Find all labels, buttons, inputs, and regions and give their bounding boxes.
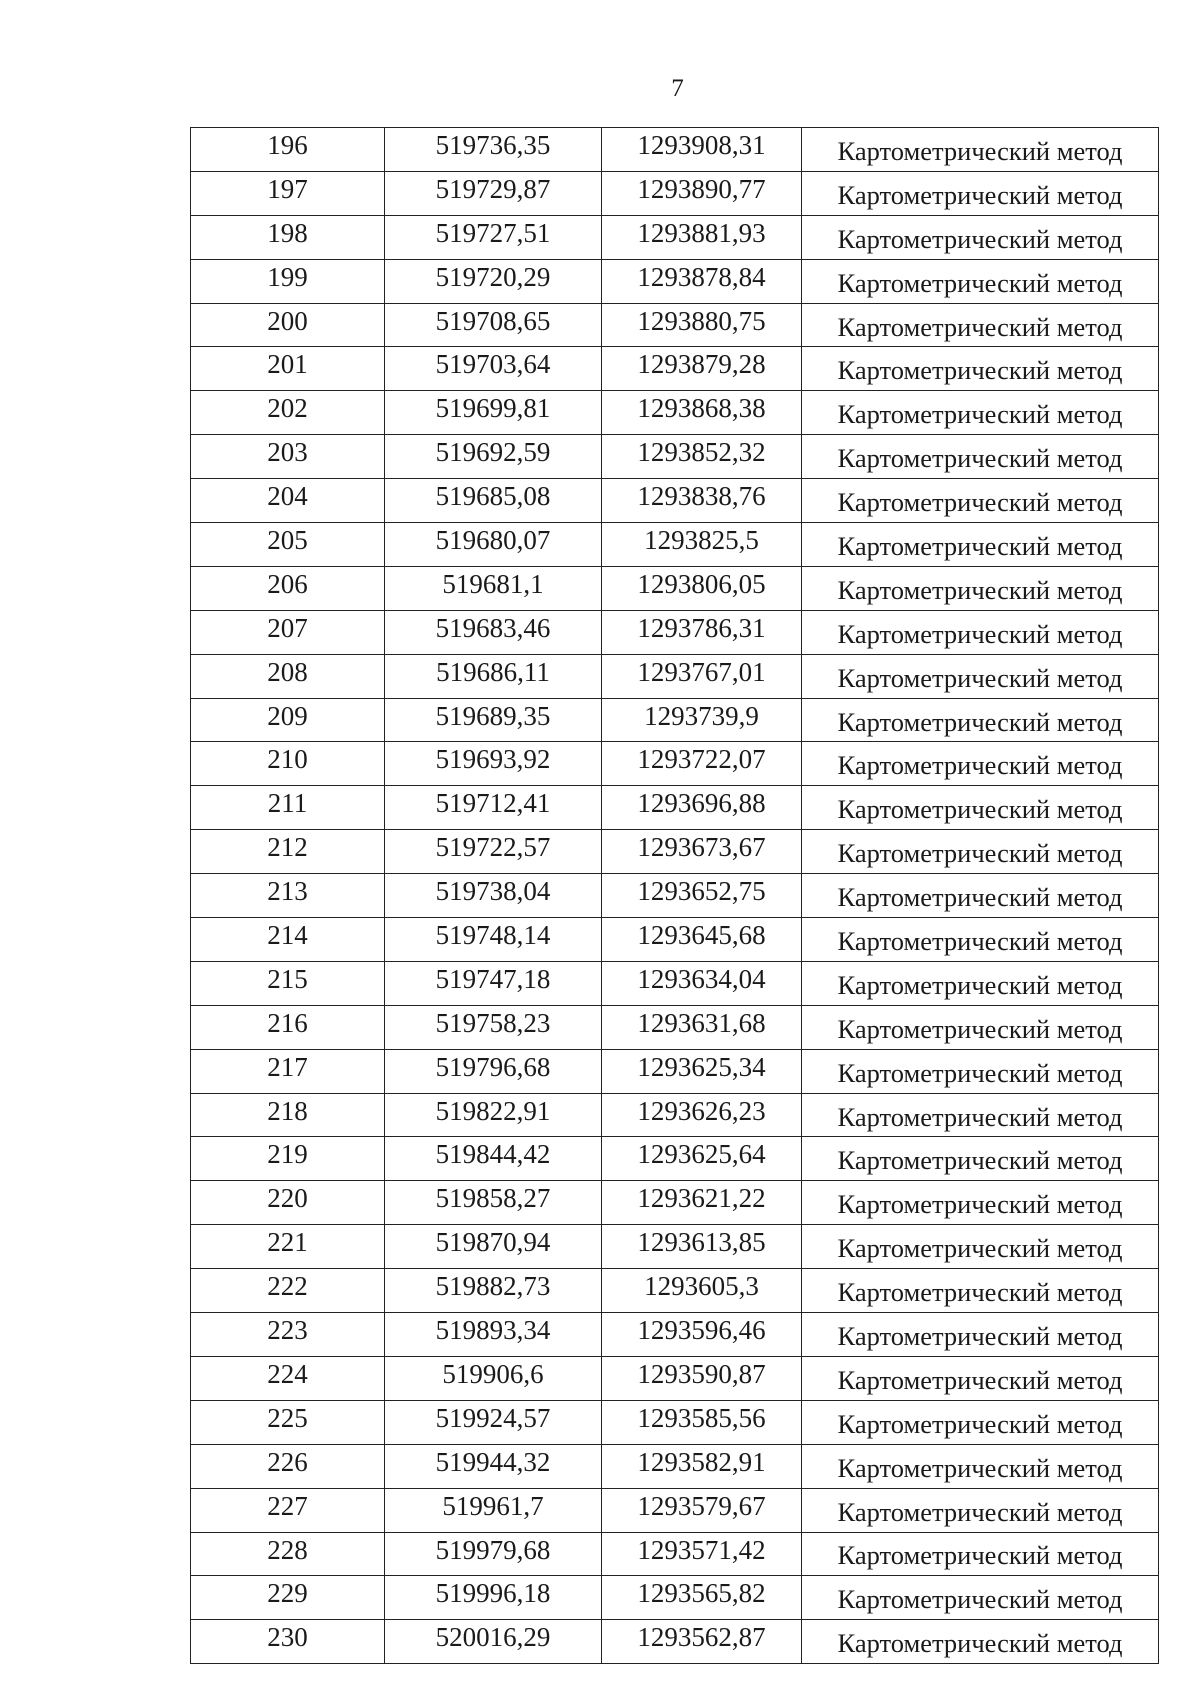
table-row [191, 1356, 1159, 1400]
x-coordinate-cell: 519996,18 [385, 1576, 602, 1620]
table-row [191, 1005, 1159, 1049]
point-number-cell: 227 [191, 1488, 385, 1532]
x-coordinate-cell: 519680,07 [385, 523, 602, 567]
x-coordinate-cell: 519924,57 [385, 1400, 602, 1444]
table-row [191, 654, 1159, 698]
method-cell: Картометрический метод [802, 1005, 1159, 1049]
table-row [191, 523, 1159, 567]
y-coordinate-cell: 1293621,22 [602, 1181, 802, 1225]
page-number: 7 [671, 75, 684, 102]
method-cell: Картометрический метод [802, 215, 1159, 259]
point-number-cell: 215 [191, 961, 385, 1005]
table-row [191, 1225, 1159, 1269]
point-number-cell: 203 [191, 435, 385, 479]
x-coordinate-cell: 519758,23 [385, 1005, 602, 1049]
method-cell: Картометрический метод [802, 1269, 1159, 1313]
table-row [191, 1049, 1159, 1093]
x-coordinate-cell: 519686,11 [385, 654, 602, 698]
y-coordinate-cell: 1293605,3 [602, 1269, 802, 1313]
table-row [191, 1620, 1159, 1664]
table-row [191, 171, 1159, 215]
point-number-cell: 204 [191, 479, 385, 523]
x-coordinate-cell: 519882,73 [385, 1269, 602, 1313]
table-row [191, 1137, 1159, 1181]
point-number-cell: 206 [191, 566, 385, 610]
method-cell: Картометрический метод [802, 786, 1159, 830]
method-cell: Картометрический метод [802, 479, 1159, 523]
x-coordinate-cell: 519729,87 [385, 171, 602, 215]
y-coordinate-cell: 1293881,93 [602, 215, 802, 259]
point-number-cell: 216 [191, 1005, 385, 1049]
point-number-cell: 225 [191, 1400, 385, 1444]
method-cell: Картометрический метод [802, 259, 1159, 303]
y-coordinate-cell: 1293722,07 [602, 742, 802, 786]
point-number-cell: 219 [191, 1137, 385, 1181]
x-coordinate-cell: 519979,68 [385, 1532, 602, 1576]
y-coordinate-cell: 1293652,75 [602, 874, 802, 918]
point-number-cell: 207 [191, 610, 385, 654]
table-row [191, 215, 1159, 259]
method-cell: Картометрический метод [802, 1049, 1159, 1093]
x-coordinate-cell: 519893,34 [385, 1313, 602, 1357]
table-row [191, 1313, 1159, 1357]
table-row [191, 961, 1159, 1005]
table-row [191, 1181, 1159, 1225]
x-coordinate-cell: 519712,41 [385, 786, 602, 830]
x-coordinate-cell: 519796,68 [385, 1049, 602, 1093]
method-cell: Картометрический метод [802, 171, 1159, 215]
x-coordinate-cell: 519747,18 [385, 961, 602, 1005]
table-row [191, 1444, 1159, 1488]
point-number-cell: 198 [191, 215, 385, 259]
x-coordinate-cell: 519693,92 [385, 742, 602, 786]
point-number-cell: 223 [191, 1313, 385, 1357]
method-cell: Картометрический метод [802, 610, 1159, 654]
table-row [191, 566, 1159, 610]
point-number-cell: 210 [191, 742, 385, 786]
table-row [191, 698, 1159, 742]
y-coordinate-cell: 1293625,34 [602, 1049, 802, 1093]
point-number-cell: 229 [191, 1576, 385, 1620]
table-row [191, 830, 1159, 874]
point-number-cell: 224 [191, 1356, 385, 1400]
point-number-cell: 218 [191, 1093, 385, 1137]
x-coordinate-cell: 519822,91 [385, 1093, 602, 1137]
method-cell: Картометрический метод [802, 1093, 1159, 1137]
method-cell: Картометрический метод [802, 742, 1159, 786]
y-coordinate-cell: 1293631,68 [602, 1005, 802, 1049]
method-cell: Картометрический метод [802, 1356, 1159, 1400]
point-number-cell: 213 [191, 874, 385, 918]
y-coordinate-cell: 1293825,5 [602, 523, 802, 567]
method-cell: Картометрический метод [802, 830, 1159, 874]
point-number-cell: 209 [191, 698, 385, 742]
y-coordinate-cell: 1293879,28 [602, 347, 802, 391]
y-coordinate-cell: 1293806,05 [602, 566, 802, 610]
point-number-cell: 200 [191, 303, 385, 347]
method-cell: Картометрический метод [802, 1225, 1159, 1269]
table-row [191, 1576, 1159, 1620]
table-row [191, 259, 1159, 303]
table-row [191, 347, 1159, 391]
y-coordinate-cell: 1293786,31 [602, 610, 802, 654]
table-row [191, 1532, 1159, 1576]
x-coordinate-cell: 519738,04 [385, 874, 602, 918]
table-row [191, 610, 1159, 654]
y-coordinate-cell: 1293582,91 [602, 1444, 802, 1488]
x-coordinate-cell: 519685,08 [385, 479, 602, 523]
x-coordinate-cell: 519683,46 [385, 610, 602, 654]
x-coordinate-cell: 519689,35 [385, 698, 602, 742]
point-number-cell: 212 [191, 830, 385, 874]
x-coordinate-cell: 519748,14 [385, 918, 602, 962]
y-coordinate-cell: 1293571,42 [602, 1532, 802, 1576]
x-coordinate-cell: 519727,51 [385, 215, 602, 259]
x-coordinate-cell: 520016,29 [385, 1620, 602, 1664]
coordinates-table-body [191, 128, 1159, 1664]
method-cell: Картометрический метод [802, 347, 1159, 391]
y-coordinate-cell: 1293579,67 [602, 1488, 802, 1532]
y-coordinate-cell: 1293852,32 [602, 435, 802, 479]
coordinates-table-container [190, 127, 1158, 1664]
point-number-cell: 211 [191, 786, 385, 830]
point-number-cell: 217 [191, 1049, 385, 1093]
y-coordinate-cell: 1293880,75 [602, 303, 802, 347]
x-coordinate-cell: 519692,59 [385, 435, 602, 479]
method-cell: Картометрический метод [802, 1181, 1159, 1225]
table-row [191, 1269, 1159, 1313]
method-cell: Картометрический метод [802, 1444, 1159, 1488]
table-row [191, 874, 1159, 918]
y-coordinate-cell: 1293878,84 [602, 259, 802, 303]
y-coordinate-cell: 1293565,82 [602, 1576, 802, 1620]
table-row [191, 391, 1159, 435]
point-number-cell: 214 [191, 918, 385, 962]
y-coordinate-cell: 1293613,85 [602, 1225, 802, 1269]
method-cell: Картометрический метод [802, 1137, 1159, 1181]
method-cell: Картометрический метод [802, 1313, 1159, 1357]
table-row [191, 479, 1159, 523]
point-number-cell: 196 [191, 128, 385, 172]
method-cell: Картометрический метод [802, 303, 1159, 347]
y-coordinate-cell: 1293908,31 [602, 128, 802, 172]
method-cell: Картометрический метод [802, 961, 1159, 1005]
point-number-cell: 230 [191, 1620, 385, 1664]
y-coordinate-cell: 1293590,87 [602, 1356, 802, 1400]
point-number-cell: 226 [191, 1444, 385, 1488]
method-cell: Картометрический метод [802, 435, 1159, 479]
x-coordinate-cell: 519736,35 [385, 128, 602, 172]
x-coordinate-cell: 519703,64 [385, 347, 602, 391]
x-coordinate-cell: 519722,57 [385, 830, 602, 874]
coordinates-table [190, 127, 1159, 1664]
table-row [191, 1093, 1159, 1137]
x-coordinate-cell: 519870,94 [385, 1225, 602, 1269]
table-row [191, 435, 1159, 479]
y-coordinate-cell: 1293645,68 [602, 918, 802, 962]
point-number-cell: 208 [191, 654, 385, 698]
x-coordinate-cell: 519708,65 [385, 303, 602, 347]
point-number-cell: 201 [191, 347, 385, 391]
y-coordinate-cell: 1293739,9 [602, 698, 802, 742]
method-cell: Картометрический метод [802, 1576, 1159, 1620]
method-cell: Картометрический метод [802, 1400, 1159, 1444]
point-number-cell: 222 [191, 1269, 385, 1313]
x-coordinate-cell: 519844,42 [385, 1137, 602, 1181]
x-coordinate-cell: 519858,27 [385, 1181, 602, 1225]
y-coordinate-cell: 1293696,88 [602, 786, 802, 830]
y-coordinate-cell: 1293625,64 [602, 1137, 802, 1181]
point-number-cell: 220 [191, 1181, 385, 1225]
y-coordinate-cell: 1293585,56 [602, 1400, 802, 1444]
method-cell: Картометрический метод [802, 1620, 1159, 1664]
y-coordinate-cell: 1293634,04 [602, 961, 802, 1005]
x-coordinate-cell: 519699,81 [385, 391, 602, 435]
y-coordinate-cell: 1293626,23 [602, 1093, 802, 1137]
method-cell: Картометрический метод [802, 391, 1159, 435]
y-coordinate-cell: 1293838,76 [602, 479, 802, 523]
point-number-cell: 221 [191, 1225, 385, 1269]
y-coordinate-cell: 1293890,77 [602, 171, 802, 215]
table-row [191, 303, 1159, 347]
method-cell: Картометрический метод [802, 654, 1159, 698]
table-row [191, 128, 1159, 172]
point-number-cell: 197 [191, 171, 385, 215]
y-coordinate-cell: 1293562,87 [602, 1620, 802, 1664]
x-coordinate-cell: 519681,1 [385, 566, 602, 610]
method-cell: Картометрический метод [802, 523, 1159, 567]
point-number-cell: 199 [191, 259, 385, 303]
method-cell: Картометрический метод [802, 918, 1159, 962]
method-cell: Картометрический метод [802, 566, 1159, 610]
point-number-cell: 228 [191, 1532, 385, 1576]
x-coordinate-cell: 519720,29 [385, 259, 602, 303]
method-cell: Картометрический метод [802, 128, 1159, 172]
method-cell: Картометрический метод [802, 874, 1159, 918]
table-row [191, 786, 1159, 830]
method-cell: Картометрический метод [802, 698, 1159, 742]
y-coordinate-cell: 1293673,67 [602, 830, 802, 874]
table-row [191, 1400, 1159, 1444]
method-cell: Картометрический метод [802, 1488, 1159, 1532]
x-coordinate-cell: 519906,6 [385, 1356, 602, 1400]
y-coordinate-cell: 1293767,01 [602, 654, 802, 698]
method-cell: Картометрический метод [802, 1532, 1159, 1576]
table-row [191, 742, 1159, 786]
y-coordinate-cell: 1293868,38 [602, 391, 802, 435]
table-row [191, 918, 1159, 962]
table-row [191, 1488, 1159, 1532]
point-number-cell: 205 [191, 523, 385, 567]
y-coordinate-cell: 1293596,46 [602, 1313, 802, 1357]
x-coordinate-cell: 519944,32 [385, 1444, 602, 1488]
point-number-cell: 202 [191, 391, 385, 435]
x-coordinate-cell: 519961,7 [385, 1488, 602, 1532]
